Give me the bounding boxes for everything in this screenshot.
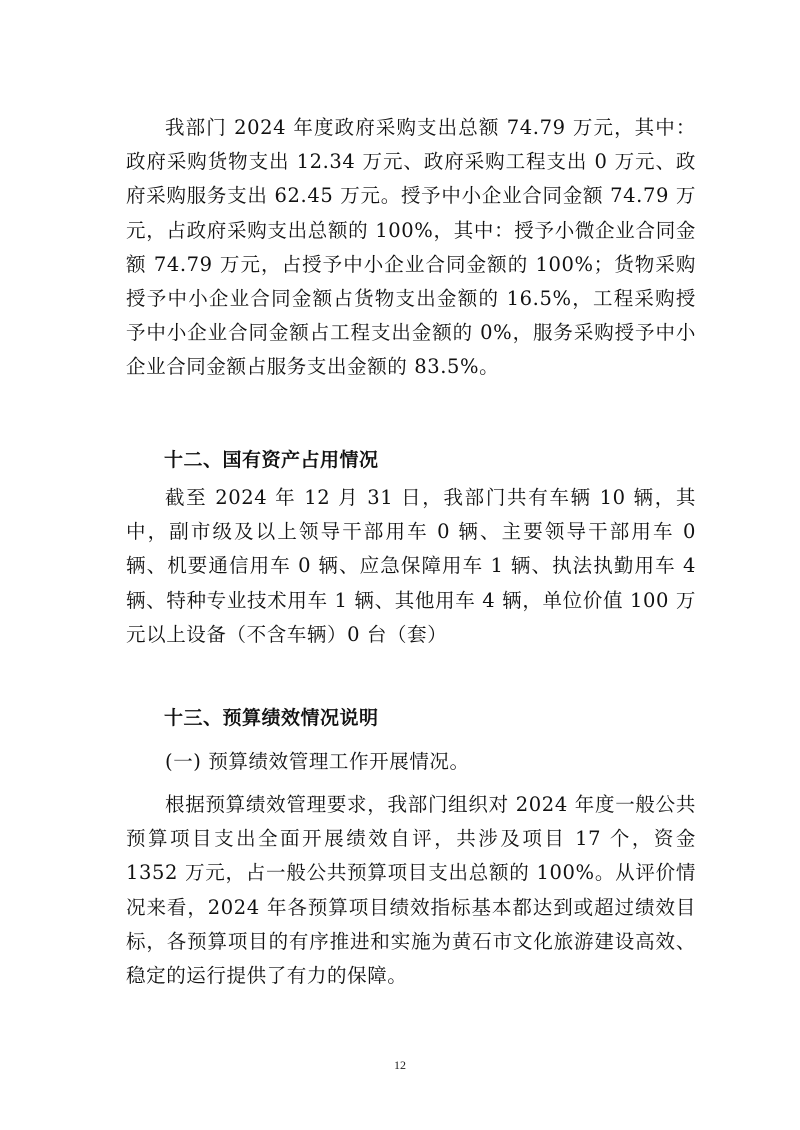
procurement-paragraph: 我部门 2024 年度政府采购支出总额 74.79 万元，其中：政府采购货物支出 12.34 万元、政府采购工程支出 0 万元、政府采购服务支出 62.45 万元。授予中小企业合同金额 74.79 万元，占政府采购支出总额的 100%，其中：授予小微企业合同金额 74.79 万元，占授予中小企业合同金额的 100%；货物采购授予中小企业合同金额占货物支出金额的 16.5%，工程采购授予中小企业合同金额占工程支出金额的 0%，服务采购授予中小企业合同金额占服务支出金额的 83.5%。 xyxy=(126,116,696,379)
section-12-heading: 十二、国有资产占用情况 xyxy=(164,449,379,471)
subsection-1-heading: (一) 预算绩效管理工作开展情况。 xyxy=(165,750,470,773)
section-13-heading: 十三、预算绩效情况说明 xyxy=(164,707,379,729)
page-number: 12 xyxy=(394,1058,406,1072)
assets-paragraph: 截至 2024 年 12 月 31 日，我部门共有车辆 10 辆，其中，副市级及以上领导干部用车 0 辆、主要领导干部用车 0 辆、机要通信用车 0 辆、应急保障用车 1 辆、执法执勤用车 4 辆、特种专业技术用车 1 辆、其他用车 4 辆，单位价值 100 万元以上设备（不含车辆）0 台（套） xyxy=(126,486,696,646)
performance-paragraph: 根据预算绩效管理要求，我部门组织对 2024 年度一般公共预算项目支出全面开展绩效自评，共涉及项目 17 个，资金 1352 万元，占一般公共预算项目支出总额的 100%。从评价情况来看，2024 年各预算项目绩效指标基本都达到或超过绩效目标，各预算项目的有序推进和实施为黄石市文化旅游建设高效、稳定的运行提供了有力的保障。 xyxy=(126,793,696,988)
